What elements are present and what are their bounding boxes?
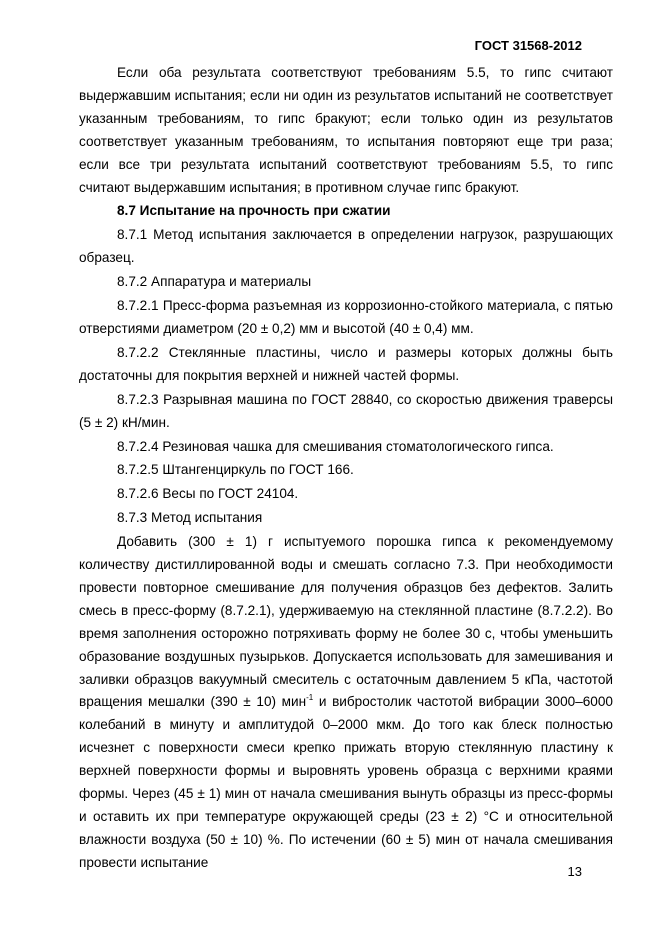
paragraph-8-7-2-6: 8.7.2.6 Весы по ГОСТ 24104.	[117, 486, 299, 502]
page-number: 13	[567, 864, 582, 879]
paragraph-8-7-2-2: 8.7.2.2 Стеклянные пластины, число и размеры которых должны быть достаточны для покрытия верхней и нижней частей формы.	[79, 344, 613, 383]
paragraph-test-procedure	[79, 531, 613, 875]
unit-exponent: -1	[306, 693, 314, 703]
paragraph-8-7-2: 8.7.2 Аппаратура и материалы	[117, 274, 312, 290]
paragraph-acceptance-rule: Если оба результата соответствуют требованиям 5.5, то гипс считают выдержавшим испытания; если ни один из результатов испытаний не соответствует указанным требованиям, то гипс бракуют; если только один из результатов соответствует указанным требованиям, то испытания повторяют еще три раза; если все три результата испытаний соответствуют требованиям 5.5, то гипс считают выдержавшим испытания; в противном случае гипс бракуют.	[79, 65, 613, 195]
procedure-text-part2: и вибростолик частотой вибрации 3000–6000 колебаний в минуту и амплитудой 0–2000 мкм. До того как блеск полностью исчезнет с поверхности смеси крепко прижать вторую стеклянную пластину к верхней поверхности формы и выровнять уровень образца с верхними краями формы. Через (45 ± 1) мин от начала смешивания вынуть образцы из пресс-формы и оставить их при температуре окружающей среды (23 ± 2) °С и относительной влажности воздуха (50 ± 10) %. По истечении (60 ± 5) мин от начала смешивания провести испытание	[79, 694, 613, 870]
paragraph-8-7-2-3: 8.7.2.3 Разрывная машина по ГОСТ 28840, со скоростью движения траверсы (5 ± 2) кН/мин.	[79, 391, 613, 430]
section-heading-8-7: 8.7 Испытание на прочность при сжатии	[117, 203, 391, 219]
paragraph-8-7-2-5: 8.7.2.5 Штангенциркуль по ГОСТ 166.	[117, 462, 354, 478]
paragraph-8-7-2-4: 8.7.2.4 Резиновая чашка для смешивания стоматологического гипса.	[117, 438, 554, 454]
paragraph-8-7-2-1: 8.7.2.1 Пресс-форма разъемная из коррозионно-стойкого материала, с пятью отверстиями диаметром (20 ± 0,2) мм и высотой (40 ± 0,4) мм.	[79, 298, 613, 336]
paragraph-8-7-1: 8.7.1 Метод испытания заключается в определении нагрузок, разрушающих образец.	[79, 227, 613, 266]
document-header: ГОСТ 31568-2012	[474, 38, 582, 53]
paragraph-8-7-3: 8.7.3 Метод испытания	[117, 510, 263, 526]
page-content	[79, 62, 613, 875]
procedure-text-part1: Добавить (300 ± 1) г испытуемого порошка гипса к рекомендуемому количеству дистиллированной воды и смешать согласно 7.3. При необходимости провести повторное смешивание для получения образцов без дефектов. Залить смесь в пресс-форму (8.7.2.1), удерживаемую на стеклянной пластине (8.7.2.2). Во время заполнения осторожно потряхивать форму не более 30 с, чтобы уменьшить образование воздушных пузырьков. Допускается использовать для замешивания и заливки образцов вакуумный смеситель с остаточным давлением 5 кПа, частотой вращения мешалки (390 ± 10) мин	[79, 534, 613, 710]
